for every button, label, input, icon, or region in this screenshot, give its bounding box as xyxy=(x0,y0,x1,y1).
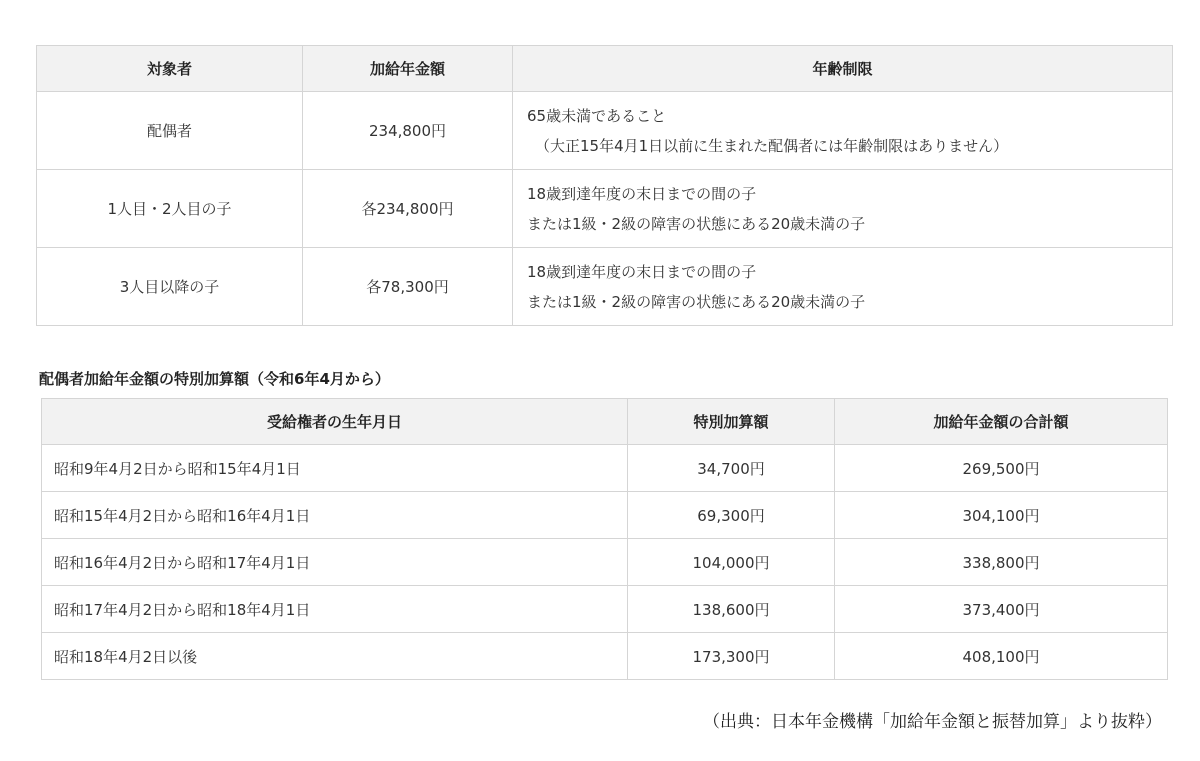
cell-special-amount: 138,600円 xyxy=(628,586,835,633)
cell-special-amount: 69,300円 xyxy=(628,492,835,539)
table-row xyxy=(42,492,1168,539)
cell-age-limit xyxy=(513,248,1173,326)
pension-amount-table xyxy=(36,45,1173,326)
cell-amount: 各78,300円 xyxy=(303,248,513,326)
cell-age-limit xyxy=(513,170,1173,248)
source-citation: （出典：日本年金機構「加給年金額と振替加算」より抜粋） xyxy=(703,712,1162,732)
cell-birth-date: 昭和17年4月2日から昭和18年4月1日 xyxy=(42,586,628,633)
cell-total-amount: 408,100円 xyxy=(835,633,1168,680)
cell-birth-date: 昭和15年4月2日から昭和16年4月1日 xyxy=(42,492,628,539)
table-row xyxy=(37,170,1173,248)
cell-amount: 各234,800円 xyxy=(303,170,513,248)
age-limit-line: または1級・2級の障害の状態にある20歳未満の子 xyxy=(527,292,866,311)
header-birth-date: 受給権者の生年月日 xyxy=(42,399,628,445)
table-row xyxy=(37,92,1173,170)
cell-target: 3人目以降の子 xyxy=(37,248,303,326)
age-limit-line: （大正15年4月1日以前に生まれた配偶者には年齢制限はありません） xyxy=(535,136,1009,155)
table-header-row xyxy=(37,46,1173,92)
header-amount: 加給年金額 xyxy=(303,46,513,92)
table-row xyxy=(42,586,1168,633)
table-row xyxy=(42,445,1168,492)
cell-birth-date: 昭和18年4月2日以後 xyxy=(42,633,628,680)
cell-birth-date: 昭和16年4月2日から昭和17年4月1日 xyxy=(42,539,628,586)
cell-total-amount: 338,800円 xyxy=(835,539,1168,586)
cell-target: 1人目・2人目の子 xyxy=(37,170,303,248)
cell-total-amount: 304,100円 xyxy=(835,492,1168,539)
cell-amount: 234,800円 xyxy=(303,92,513,170)
age-limit-line: 18歳到達年度の末日までの間の子 xyxy=(527,184,757,203)
age-limit-line: 18歳到達年度の末日までの間の子 xyxy=(527,262,757,281)
special-addition-title: 配偶者加給年金額の特別加算額（令和6年4月から） xyxy=(39,370,390,388)
cell-total-amount: 269,500円 xyxy=(835,445,1168,492)
header-target: 対象者 xyxy=(37,46,303,92)
table-header-row xyxy=(42,399,1168,445)
cell-total-amount: 373,400円 xyxy=(835,586,1168,633)
cell-special-amount: 104,000円 xyxy=(628,539,835,586)
cell-target: 配偶者 xyxy=(37,92,303,170)
table-row xyxy=(42,539,1168,586)
cell-special-amount: 34,700円 xyxy=(628,445,835,492)
table-row xyxy=(37,248,1173,326)
cell-special-amount: 173,300円 xyxy=(628,633,835,680)
cell-age-limit xyxy=(513,92,1173,170)
cell-birth-date: 昭和9年4月2日から昭和15年4月1日 xyxy=(42,445,628,492)
header-total-amount: 加給年金額の合計額 xyxy=(835,399,1168,445)
header-special-amount: 特別加算額 xyxy=(628,399,835,445)
header-age-limit: 年齢制限 xyxy=(513,46,1173,92)
special-addition-table xyxy=(41,398,1168,680)
table-row xyxy=(42,633,1168,680)
age-limit-line: または1級・2級の障害の状態にある20歳未満の子 xyxy=(527,214,866,233)
age-limit-line: 65歳未満であること xyxy=(527,106,667,125)
